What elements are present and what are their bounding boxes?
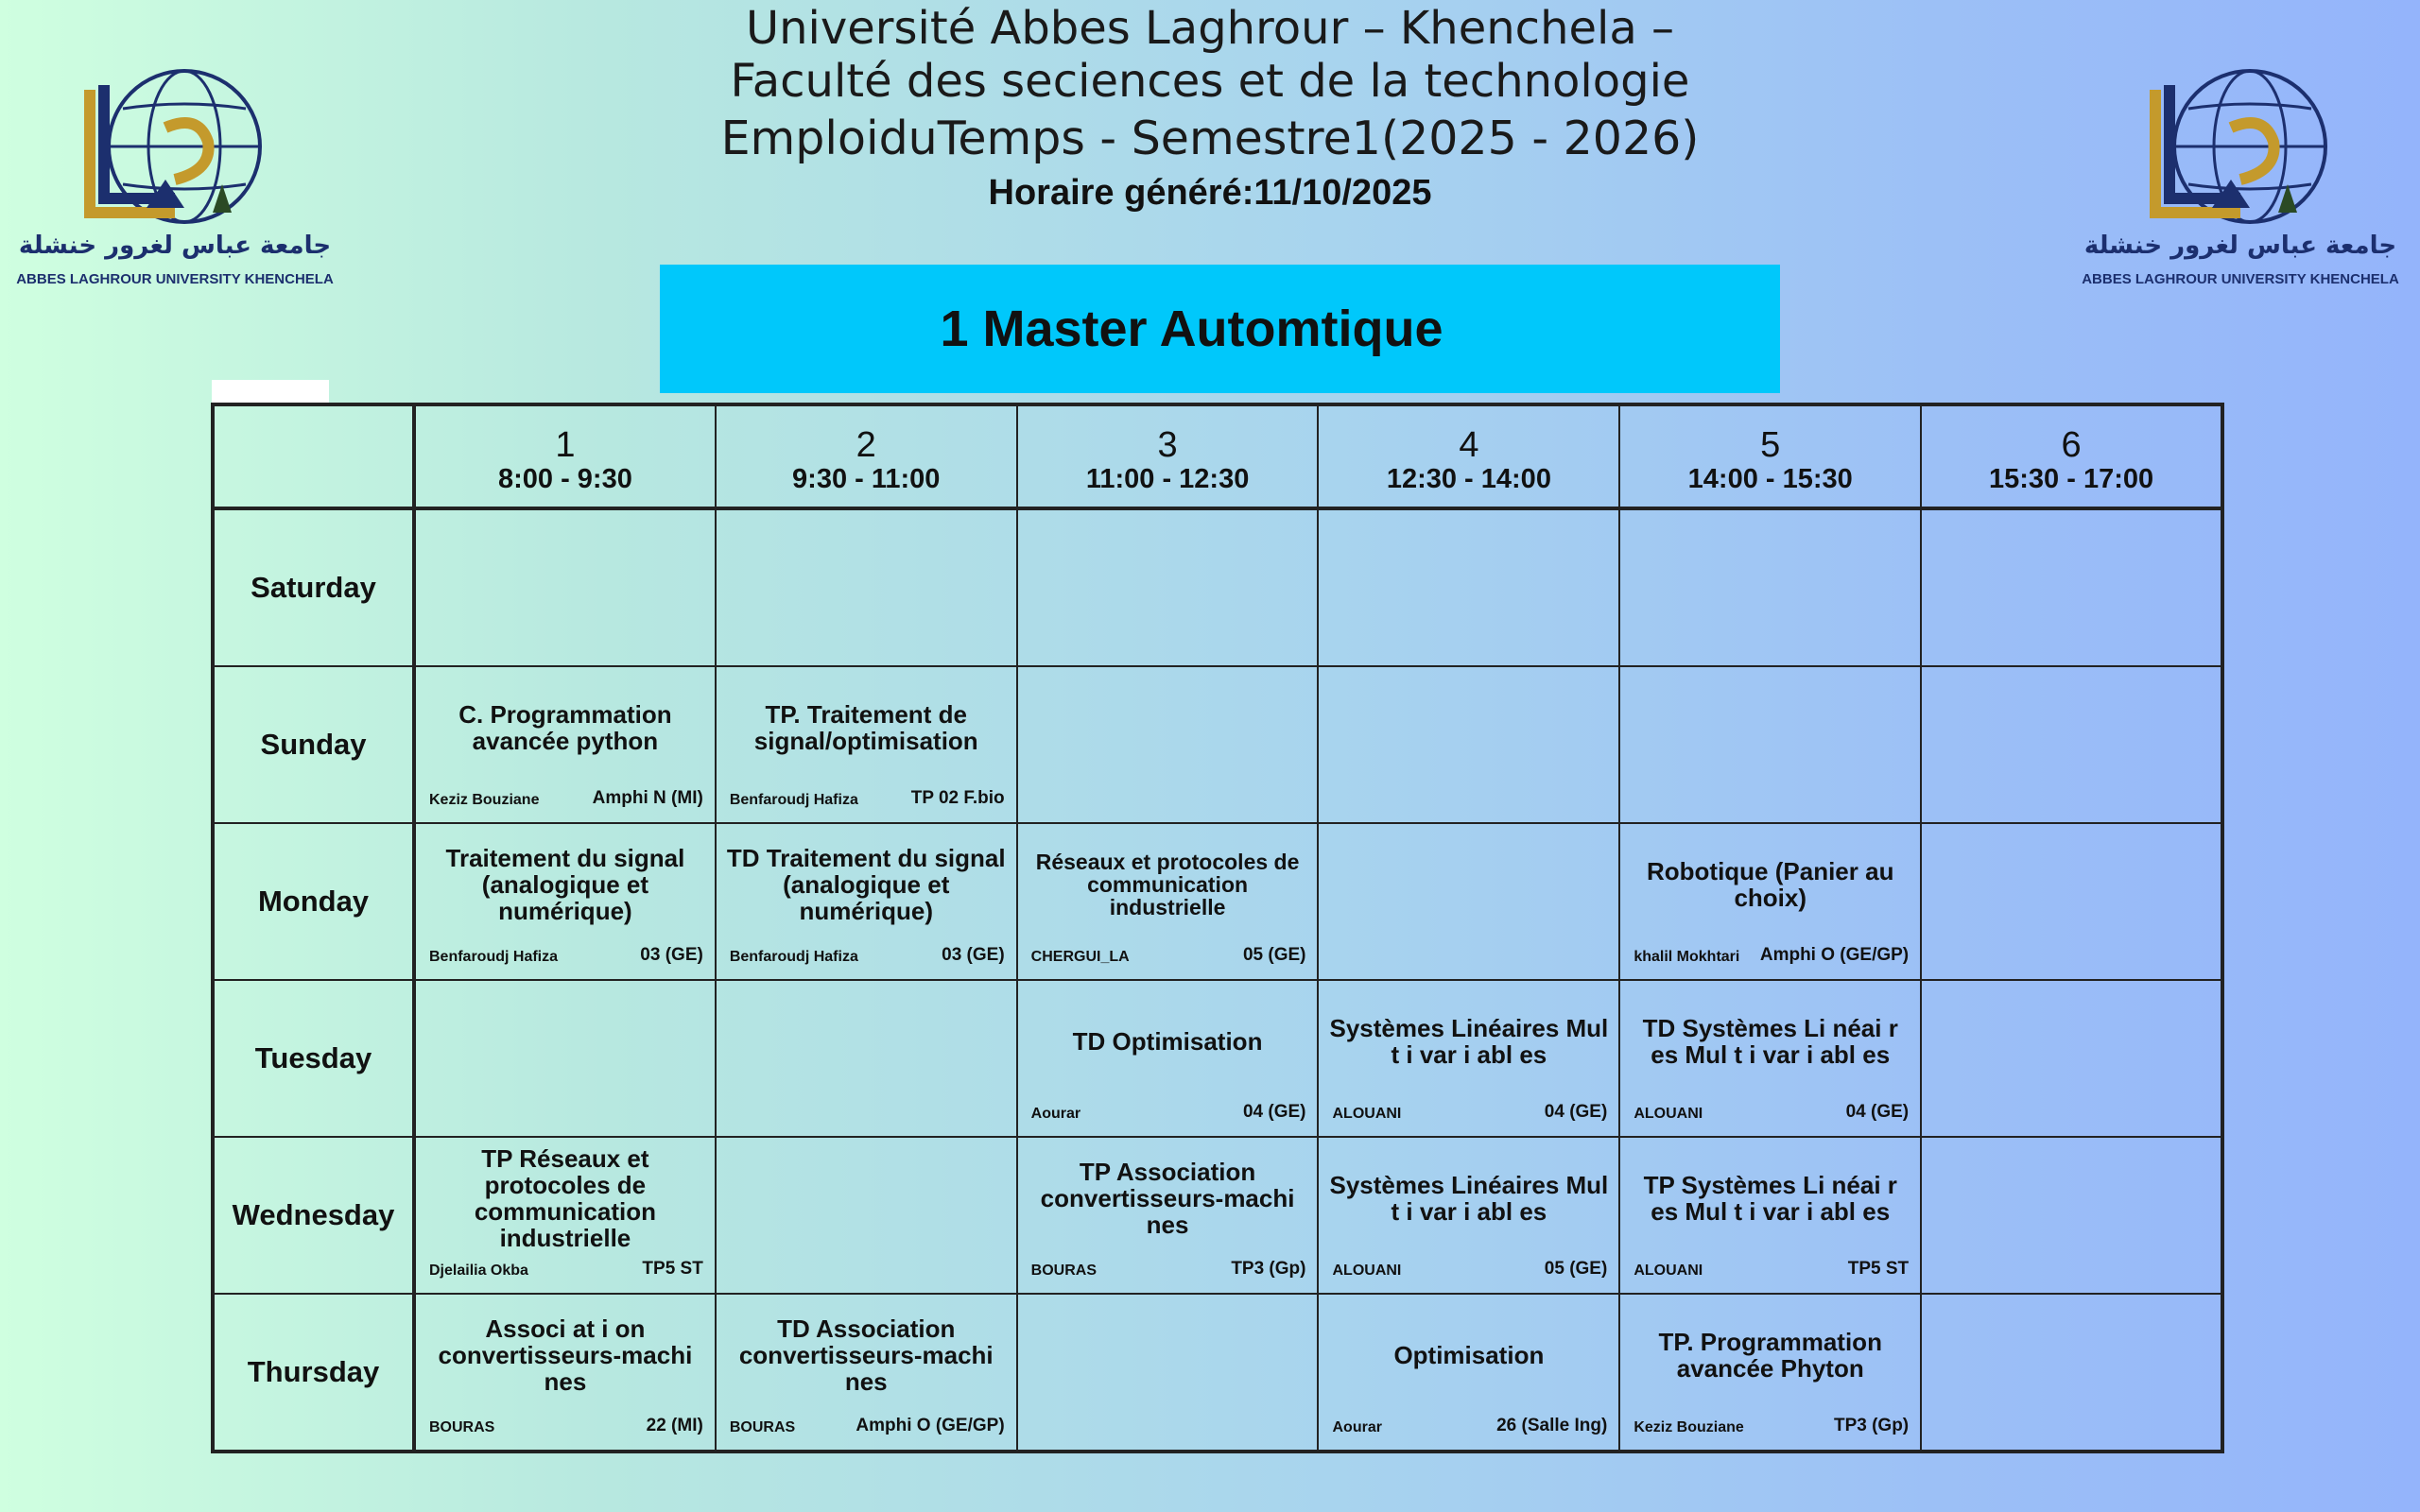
empty-cell <box>1017 1294 1319 1452</box>
room-label: 05 (GE) <box>1242 945 1306 965</box>
course-cell <box>1318 980 1619 1137</box>
course-title: Réseaux et protocoles de communication industrielle <box>1035 850 1300 919</box>
instructor-name: khalil Mokhtari <box>1634 949 1740 965</box>
room-label: TP3 (Gp) <box>1833 1416 1910 1435</box>
course-title: Optimisation <box>1393 1341 1545 1369</box>
day-label: Thursday <box>213 1294 414 1452</box>
course-cell <box>414 1294 716 1452</box>
empty-cell <box>1318 508 1619 666</box>
course-cell <box>1318 1137 1619 1294</box>
instructor-name: Aourar <box>1332 1419 1382 1435</box>
room-label: 05 (GE) <box>1544 1259 1608 1279</box>
course-cell <box>414 1137 716 1294</box>
slot-number: 5 <box>1760 425 1781 465</box>
instructor-name: BOURAS <box>429 1419 495 1435</box>
room-label: 26 (Salle Ing) <box>1496 1416 1608 1435</box>
course-cell <box>1017 980 1319 1137</box>
empty-cell <box>716 980 1017 1137</box>
empty-cell <box>716 1137 1017 1294</box>
time-slot-header-row <box>213 404 2222 508</box>
day-row <box>213 980 2222 1137</box>
room-label: TP5 ST <box>642 1259 703 1279</box>
svg-text:جامعة عباس لغرور خنشلة: جامعة عباس لغرور خنشلة <box>18 232 332 260</box>
instructor-name: ALOUANI <box>1634 1106 1703 1122</box>
time-slot-header <box>1921 404 2222 508</box>
empty-cell <box>1318 666 1619 823</box>
svg-text:ABBES LAGHROUR UNIVERSITY KHEN: ABBES LAGHROUR UNIVERSITY KHENCHELA <box>16 271 334 287</box>
room-label: 22 (MI) <box>646 1416 703 1435</box>
slot-number: 3 <box>1157 425 1178 465</box>
course-title: TD Traitement du signal (analogique et numérique) <box>726 844 1006 925</box>
slot-number: 4 <box>1459 425 1479 465</box>
course-title: C. Programmation avancée python <box>458 700 672 755</box>
course-title: TD Optimisation <box>1072 1027 1263 1056</box>
course-title: Systèmes Linéaires Mul t i var i abl es <box>1329 1014 1609 1069</box>
program-banner <box>660 265 1780 393</box>
instructor-name: Benfaroudj Hafiza <box>729 949 858 965</box>
instructor-name: Aourar <box>1030 1106 1081 1122</box>
room-label: TP 02 F.bio <box>910 788 1005 808</box>
empty-cell <box>414 980 716 1137</box>
slot-time: 15:30 - 17:00 <box>1989 464 2154 494</box>
course-cell <box>716 666 1017 823</box>
day-row <box>213 1294 2222 1452</box>
empty-cell <box>1017 666 1319 823</box>
course-cell <box>1318 1294 1619 1452</box>
slot-time: 11:00 - 12:30 <box>1085 464 1250 494</box>
course-cell <box>716 823 1017 980</box>
slot-time: 9:30 - 11:00 <box>792 464 941 494</box>
time-slot-header <box>716 404 1017 508</box>
day-label: Saturday <box>213 508 414 666</box>
room-label: 03 (GE) <box>942 945 1005 965</box>
day-label: Monday <box>213 823 414 980</box>
svg-text:جامعة عباس لغرور خنشلة: جامعة عباس لغرور خنشلة <box>2083 232 2397 260</box>
day-label: Wednesday <box>213 1137 414 1294</box>
day-row <box>213 823 2222 980</box>
svg-text:ABBES LAGHROUR UNIVERSITY KHEN: ABBES LAGHROUR UNIVERSITY KHENCHELA <box>2082 271 2399 287</box>
time-slot-header <box>1318 404 1619 508</box>
instructor-name: ALOUANI <box>1332 1263 1402 1279</box>
instructor-name: BOURAS <box>1030 1263 1097 1279</box>
instructor-name: CHERGUI_LA <box>1030 949 1130 965</box>
instructor-name: Keziz Bouziane <box>1634 1419 1744 1435</box>
course-title: Associ at i on convertisseurs-machi nes <box>438 1314 693 1396</box>
slot-number: 2 <box>856 425 876 465</box>
course-title: TP. Programmation avancée Phyton <box>1658 1328 1882 1383</box>
corner-tab <box>212 380 329 403</box>
course-title: TP Réseaux et protocoles de communication industrielle <box>474 1144 656 1252</box>
day-row <box>213 666 2222 823</box>
course-title: Systèmes Linéaires Mul t i var i abl es <box>1329 1171 1609 1226</box>
room-label: 04 (GE) <box>1544 1102 1608 1122</box>
empty-cell <box>1921 666 2222 823</box>
course-cell <box>1017 823 1319 980</box>
program-title: 1 Master Automtique <box>940 301 1443 357</box>
course-title: TP. Traitement de signal/optimisation <box>753 700 978 755</box>
time-slot-header <box>1017 404 1319 508</box>
schedule-title: EmploiduTemps - Semestre1(2025 - 2026) <box>720 112 1700 165</box>
corner-cell <box>213 404 414 508</box>
empty-cell <box>716 508 1017 666</box>
empty-cell <box>1318 823 1619 980</box>
day-label: Tuesday <box>213 980 414 1137</box>
slot-time: 8:00 - 9:30 <box>497 464 632 494</box>
course-title: TD Systèmes Li néai r es Mul t i var i abl es <box>1642 1014 1898 1069</box>
instructor-name: Djelailia Okba <box>429 1263 528 1279</box>
room-label: 04 (GE) <box>1845 1102 1910 1122</box>
course-cell <box>414 666 716 823</box>
course-cell <box>716 1294 1017 1452</box>
page-header <box>0 0 2420 215</box>
faculty-name: Faculté des seciences et de la technologie <box>730 55 1690 108</box>
empty-cell <box>1921 508 2222 666</box>
room-label: Amphi N (MI) <box>592 788 703 808</box>
empty-cell <box>1921 823 2222 980</box>
course-cell <box>1619 980 1921 1137</box>
room-label: Amphi O (GE/GP) <box>1759 945 1910 965</box>
slot-time: 14:00 - 15:30 <box>1687 464 1853 494</box>
time-slot-header <box>414 404 716 508</box>
instructor-name: BOURAS <box>729 1419 796 1435</box>
generated-date: Horaire généré:11/10/2025 <box>988 173 1432 213</box>
course-cell <box>1619 1137 1921 1294</box>
empty-cell <box>414 508 716 666</box>
room-label: TP5 ST <box>1847 1259 1910 1279</box>
room-label: 03 (GE) <box>640 945 703 965</box>
empty-cell <box>1619 666 1921 823</box>
course-title: TP Systèmes Li néai r es Mul t i var i abl es <box>1643 1171 1897 1226</box>
instructor-name: Benfaroudj Hafiza <box>729 792 858 808</box>
course-cell <box>1619 1294 1921 1452</box>
course-title: TP Association convertisseurs-machi nes <box>1040 1158 1295 1239</box>
day-row <box>213 1137 2222 1294</box>
slot-number: 6 <box>2061 425 2082 465</box>
empty-cell <box>1921 1294 2222 1452</box>
slot-time: 12:30 - 14:00 <box>1386 464 1551 494</box>
instructor-name: Keziz Bouziane <box>429 792 540 808</box>
course-title: TD Association convertisseurs-machi nes <box>738 1314 994 1396</box>
room-label: 04 (GE) <box>1242 1102 1306 1122</box>
course-title: Robotique (Panier au choix) <box>1646 857 1894 912</box>
university-name: Université Abbes Laghrour – Khenchela – <box>745 2 1675 55</box>
instructor-name: Benfaroudj Hafiza <box>429 949 559 965</box>
time-slot-header <box>1619 404 1921 508</box>
instructor-name: ALOUANI <box>1634 1263 1703 1279</box>
empty-cell <box>1017 508 1319 666</box>
room-label: Amphi O (GE/GP) <box>856 1416 1005 1435</box>
course-cell <box>414 823 716 980</box>
empty-cell <box>1921 980 2222 1137</box>
day-row <box>213 508 2222 666</box>
course-title: Traitement du signal (analogique et numérique) <box>445 844 685 925</box>
course-cell <box>1017 1137 1319 1294</box>
slot-number: 1 <box>555 425 576 465</box>
timetable <box>211 403 2224 1453</box>
empty-cell <box>1619 508 1921 666</box>
room-label: TP3 (Gp) <box>1231 1259 1306 1279</box>
empty-cell <box>1921 1137 2222 1294</box>
day-label: Sunday <box>213 666 414 823</box>
instructor-name: ALOUANI <box>1332 1106 1402 1122</box>
course-cell <box>1619 823 1921 980</box>
